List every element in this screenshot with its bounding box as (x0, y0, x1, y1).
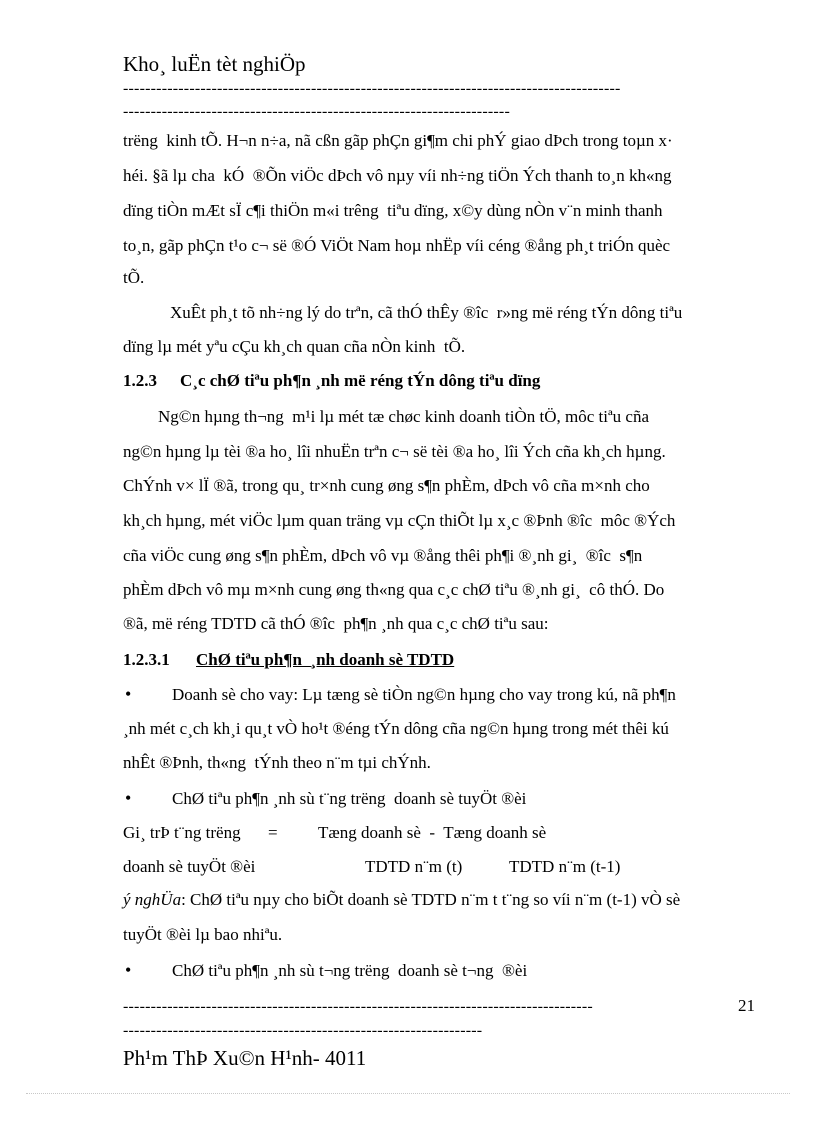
bullet-marker: • (125, 960, 132, 980)
meaning-line (123, 890, 680, 910)
bullet-text-line: Doanh sè cho vay: Lµ tæng sè tiÒn ng©n hµng cho vay trong kú, nã ph¶n (172, 685, 676, 704)
body-text-line: phÈm dÞch vô mµ m×nh cung øng th«ng qua c¸c chØ tiªu ®¸nh gi¸ cô thÓ. Do (123, 580, 665, 599)
meaning-label: ý nghÜa (123, 890, 182, 909)
bullet-text-line: ¸nh mét c¸ch kh¸i qu¸t vÒ ho¹t ®éng tÝn dông cña ng©n hµng trong mét thêi kú (123, 719, 669, 738)
section-heading: C¸c chØ tiªu ph¶n ¸nh më réng tÝn dông tiªu dïng (180, 371, 541, 390)
body-text-line: tÕ. (123, 268, 145, 287)
body-text-line: tuyÖt ®èi lµ bao nhiªu. (123, 925, 283, 944)
bullet-text-line: nhÊt ®Þnh, th«ng tÝnh theo n¨m tµi chÝnh. (123, 753, 431, 772)
page-edge-divider (26, 1093, 790, 1094)
body-text-line: XuÊt ph¸t tõ nh÷ng lý do trªn, cã thÓ thÊy ®îc r»ng më réng tÝn dông tiªu (170, 303, 683, 322)
body-text-line: Ng©n hµng th¬ng m¹i lµ mét tæ chøc kinh doanh tiÒn tÖ, môc tiªu cña (158, 407, 649, 426)
body-text-line: ChÝnh v× lÏ ®ã, trong qu¸ tr×nh cung øng s¶n phÈm, dÞch vô cña m×nh cho (123, 476, 650, 495)
formula-term: TDTD n¨m (t-1) (509, 857, 621, 876)
subsection-number: 1.2.3.1 (123, 650, 170, 669)
body-text-line: dïng lµ mét yªu cÇu kh¸ch quan cña nÒn kinh tÕ. (123, 337, 466, 356)
body-text-line: dïng tiÒn mÆt sÏ c¶i thiÖn m«i trêng tiªu dïng, x©y dùng nÒn v¨n minh thanh (123, 201, 663, 220)
bullet-text-line: ChØ tiªu ph¶n ¸nh sù t¨ng trëng doanh sè tuyÖt ®èi (172, 789, 527, 808)
header-divider: ---------------------------------------------------------------------- (123, 103, 510, 120)
bullet-text-line: ChØ tiªu ph¶n ¸nh sù t¬ng trëng doanh sè t¬ng ®èi (172, 961, 528, 980)
subsection-heading: ChØ tiªu ph¶n ¸nh doanh sè TDTD (196, 650, 455, 669)
formula-term: TDTD n¨m (t) (365, 857, 463, 876)
bullet-marker: • (125, 788, 132, 808)
body-text-line: héi. §ã lµ cha kÓ ®Õn viÖc dÞch vô nµy víi nh÷ng tiÖn Ých thanh to¸n kh«ng (123, 166, 672, 185)
section-number: 1.2.3 (123, 371, 157, 390)
formula-left-label: doanh sè tuyÖt ®èi (123, 857, 256, 876)
running-header: Kho¸ luËn tèt nghiÖp (123, 52, 306, 76)
body-text-line: ng©n hµng lµ tèi ®a ho¸ lîi nhuËn trªn c¬ së tèi ®a ho¸ lîi Ých cña kh¸ch hµng. (123, 442, 666, 461)
body-text-line: to¸n, gãp phÇn t¹o c¬ së ®Ó ViÖt Nam hoµ nhËp víi céng ®ång ph¸t triÓn quèc (123, 236, 671, 255)
bullet-marker: • (125, 684, 132, 704)
footer-author: Ph¹m ThÞ Xu©n H¹nh- 4011 (123, 1046, 367, 1070)
body-text-line: trëng kinh tÕ. H¬n n÷a, nã cßn gãp phÇn gi¶m chi phÝ giao dÞch trong toµn x· (123, 131, 673, 150)
header-divider: ------------------------------------------------------------------------------------------ (123, 80, 621, 97)
formula-terms: Tæng doanh sè - Tæng doanh sè (318, 823, 547, 842)
body-text-line: kh¸ch hµng, mét viÖc lµm quan träng vµ cÇn thiÕt lµ x¸c ®Þnh ®îc môc ®Ých (123, 511, 676, 530)
formula-left-label: Gi¸ trÞ t¨ng trëng (123, 823, 241, 842)
body-text-line: cña viÖc cung øng s¶n phÈm, dÞch vô vµ ®ång thêi ph¶i ®¸nh gi¸ ®îc s¶n (123, 546, 643, 565)
meaning-text: : ChØ tiªu nµy cho biÕt doanh sè TDTD n¨m t t¨ng so víi n¨m (t-1) vÒ sè (181, 890, 681, 909)
body-text-line: ®ã, më réng TDTD cã thÓ ®îc ph¶n ¸nh qua c¸c chØ tiªu sau: (123, 614, 549, 633)
formula-equals: = (268, 823, 278, 842)
footer-divider: ------------------------------------------------------------------------------------- (123, 998, 593, 1015)
footer-divider: ----------------------------------------------------------------- (123, 1022, 483, 1039)
page-number: 21 (738, 996, 755, 1015)
